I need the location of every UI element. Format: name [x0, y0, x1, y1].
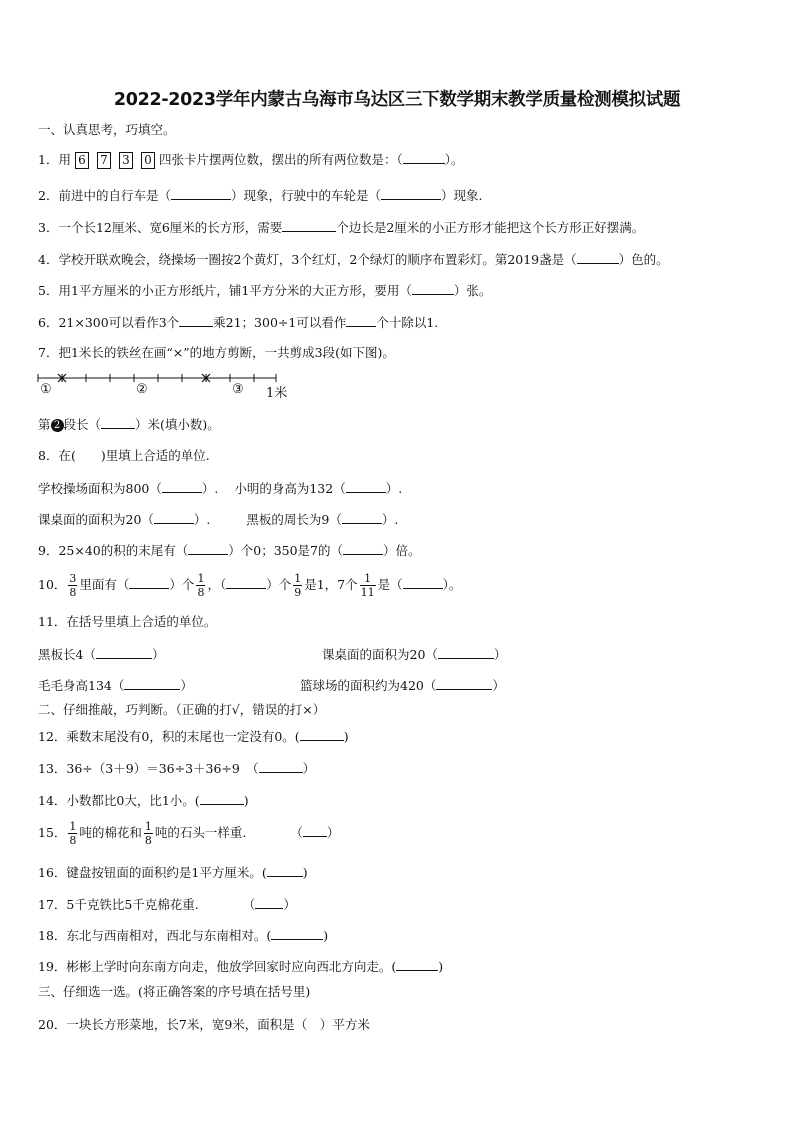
answer-blank[interactable] [226, 576, 266, 589]
answer-blank[interactable] [179, 314, 213, 327]
answer-blank[interactable] [342, 511, 382, 524]
question-11-row-2: 毛毛身高134（ ） 篮球场的面积约为420（ ） [38, 678, 505, 693]
answer-blank[interactable] [412, 282, 454, 295]
answer-blank[interactable] [343, 542, 383, 555]
question-8-row-1: 学校操场面积为800（ ）. 小明的身高为132（ ）. [38, 481, 403, 496]
question-7: 7．把1米长的铁丝在画“×”的地方剪断，一共剪成3段(如下图)。 [38, 345, 395, 360]
digit-card: 7 [97, 152, 111, 169]
answer-blank[interactable] [101, 416, 135, 429]
question-19: 19．彬彬上学时向东南方向走，他放学回家时应向西北方向走。( ) [38, 959, 444, 974]
digit-card: 6 [75, 152, 89, 169]
answer-blank[interactable] [267, 864, 303, 877]
fraction: $\frac{3}{8}$ [69, 572, 77, 599]
question-13: 13．36÷（3＋9）＝36÷3＋36÷9 （ ） [38, 761, 316, 776]
fraction: $\frac{1}{11}$ [360, 572, 375, 599]
answer-blank[interactable] [124, 677, 180, 690]
fraction: $\frac{1}{8}$ [197, 572, 205, 599]
segment-label: ③ [232, 382, 244, 397]
question-10: 10． $\frac{3}{8}$ 里面有（ ）个 $\frac{1}{8}$ ，（ ）个 $\frac{1}{9}$ 是1，7个 $\frac{1}{11}$ 是（ ）。 [38, 572, 462, 599]
answer-blank[interactable] [282, 219, 336, 232]
segment-number-badge: 2 [51, 419, 64, 432]
question-1: 1．用 6 7 3 0 四张卡片摆两位数，摆出的所有两位数是：（ ）。 [38, 152, 464, 167]
ruler-unit-label: 1米 [266, 386, 288, 401]
question-9: 9．25×40的积的末尾有（ ）个0；350是7的（ ）倍。 [38, 543, 421, 558]
answer-blank[interactable] [162, 480, 202, 493]
answer-blank[interactable] [129, 576, 169, 589]
question-16: 16．键盘按钮面的面积约是1平方厘米。( ) [38, 865, 308, 880]
question-7-answer: 第 2 段长（ ）米(填小数)。 [38, 417, 220, 432]
question-17: 17．5千克铁比5千克棉花重. （ ） [38, 897, 296, 912]
answer-blank[interactable] [436, 677, 492, 690]
answer-blank[interactable] [96, 646, 152, 659]
section-heading-3: 三、仔细选一选。(将正确答案的序号填在括号里) [38, 984, 311, 999]
section-heading-1: 一、认真思考，巧填空。 [38, 122, 176, 137]
fraction: $\frac{1}{9}$ [294, 572, 302, 599]
question-15: 15． $\frac{1}{8}$ 吨的棉花和 $\frac{1}{8}$ 吨的石头一样重. （ ） [38, 820, 340, 847]
answer-blank[interactable] [403, 576, 443, 589]
answer-blank[interactable] [154, 511, 194, 524]
wire-diagram [36, 368, 296, 406]
section-heading-2: 二、仔细推敲，巧判断。（正确的打√，错误的打×） [38, 702, 326, 717]
segment-label: ② [136, 382, 148, 397]
digit-card: 0 [141, 152, 155, 169]
answer-blank[interactable] [188, 542, 228, 555]
question-4: 4．学校开联欢晚会，绕操场一圈按2个黄灯，3个红灯，2个绿灯的顺序布置彩灯。第2019盏是（ ）色的。 [38, 252, 669, 267]
answer-blank[interactable] [438, 646, 494, 659]
question-8-row-2: 课桌面的面积为20（ ）. 黑板的周长为9（ ）. [38, 512, 399, 527]
question-20: 20．一块长方形菜地，长7米，宽9米，面积是（ ）平方米 [38, 1017, 370, 1032]
question-5: 5．用1平方厘米的小正方形纸片，铺1平方分米的大正方形，要用（ ）张。 [38, 283, 492, 298]
fraction: $\frac{1}{8}$ [144, 820, 152, 847]
answer-blank[interactable] [200, 792, 244, 805]
question-11: 11．在括号里填上合适的单位。 [38, 614, 217, 629]
wire-ruler [36, 368, 296, 402]
question-6: 6．21×300可以看作3个 乘21；300÷1可以看作 个十除以1. [38, 315, 439, 330]
answer-blank[interactable] [396, 958, 438, 971]
segment-label: ① [40, 382, 52, 397]
question-18: 18．东北与西南相对，西北与东南相对。( ) [38, 928, 329, 943]
answer-blank[interactable] [271, 927, 323, 940]
answer-blank[interactable] [255, 896, 283, 909]
question-2: 2．前进中的自行车是（ ）现象，行驶中的车轮是（ ）现象. [38, 188, 483, 203]
answer-blank[interactable] [381, 187, 441, 200]
question-12: 12．乘数末尾没有0，积的末尾也一定没有0。( ) [38, 729, 349, 744]
answer-blank[interactable] [346, 480, 386, 493]
answer-blank[interactable] [403, 151, 445, 164]
answer-blank[interactable] [346, 314, 376, 327]
answer-blank[interactable] [259, 760, 303, 773]
question-8: 8．在( )里填上合适的单位. [38, 448, 210, 463]
fraction: $\frac{1}{8}$ [69, 820, 77, 847]
answer-blank[interactable] [303, 824, 327, 837]
answer-blank[interactable] [577, 251, 619, 264]
answer-blank[interactable] [300, 728, 344, 741]
question-11-row-1: 黑板长4（ ） 课桌面的面积为20（ ） [38, 647, 507, 662]
digit-card: 3 [119, 152, 133, 169]
page-title: 2022-2023学年内蒙古乌海市乌达区三下数学期末教学质量检测模拟试题 [113, 90, 681, 110]
answer-blank[interactable] [171, 187, 231, 200]
question-14: 14．小数都比0大，比1小。( ) [38, 793, 249, 808]
question-3: 3．一个长12厘米、宽6厘米的长方形，需要 个边长是2厘米的小正方形才能把这个长方形正好摆满。 [38, 220, 645, 235]
